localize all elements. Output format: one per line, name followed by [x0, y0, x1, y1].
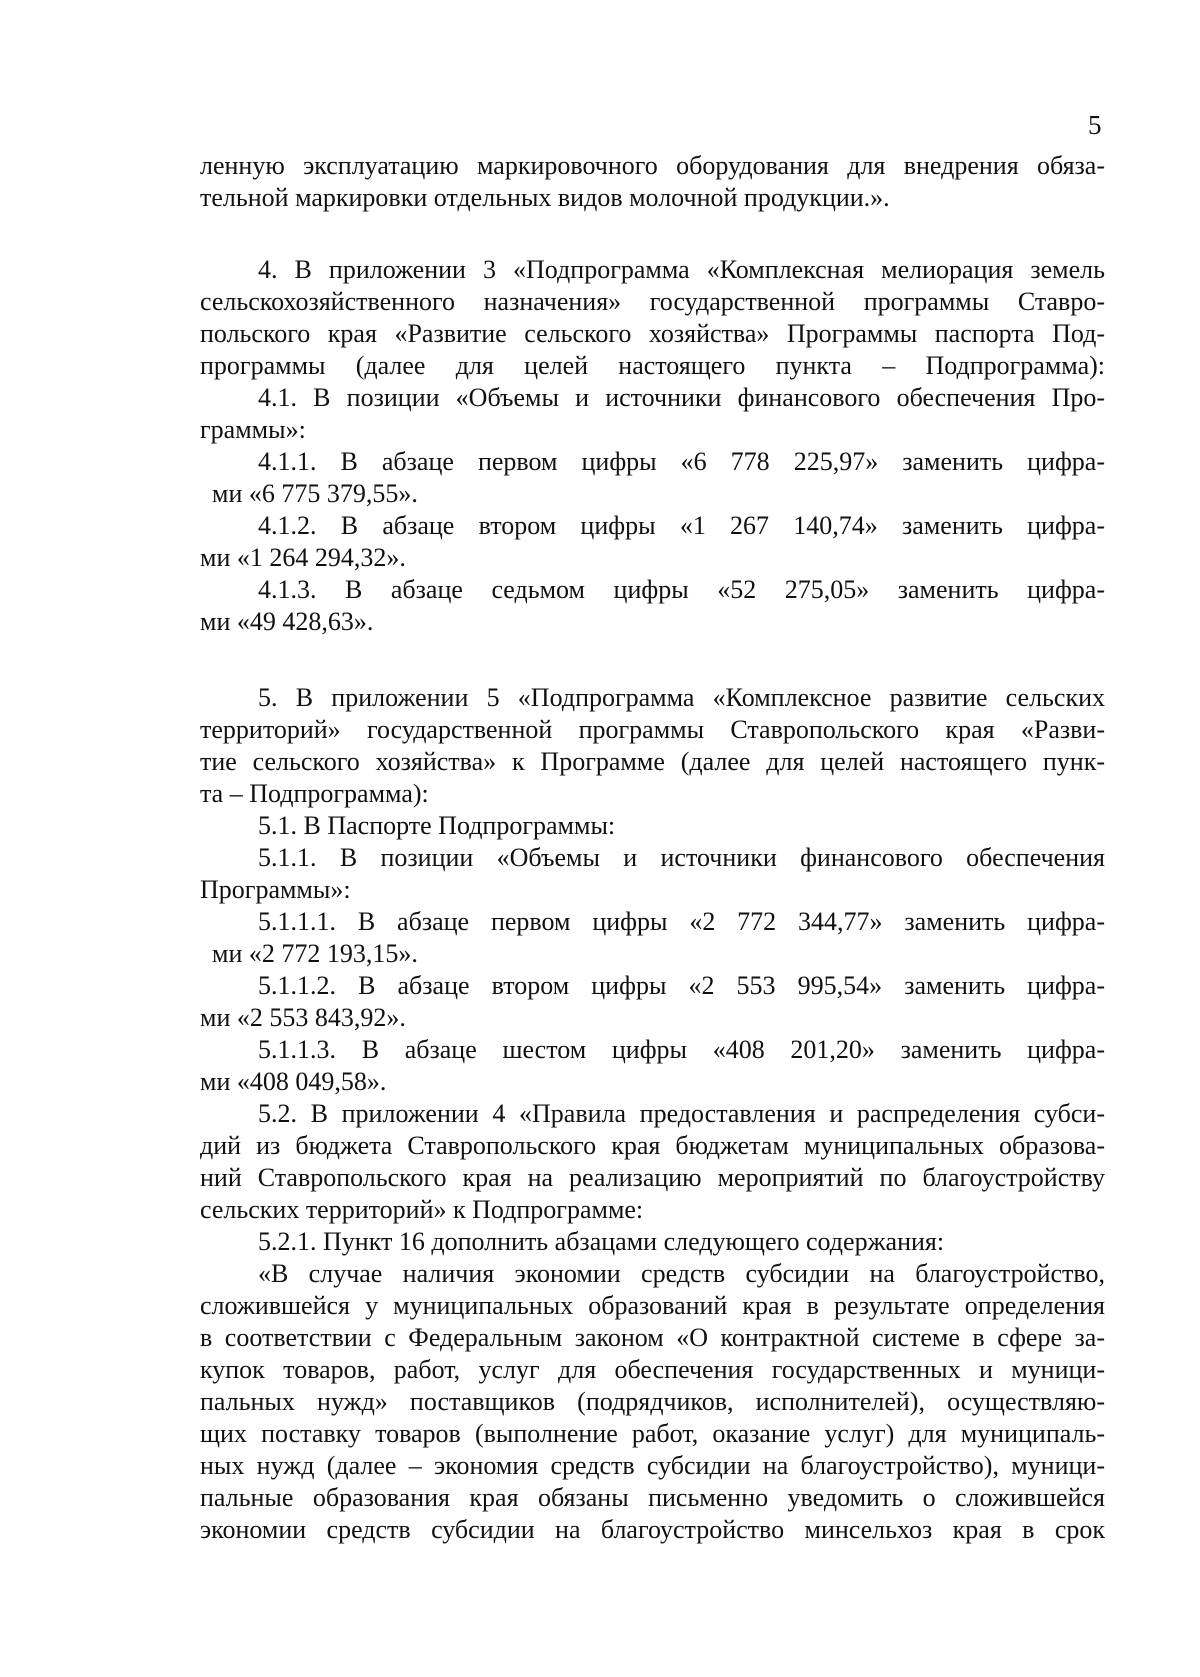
text-line: 4.1.1. В абзаце первом цифры «6 778 225,97» заменить цифра- — [258, 447, 1105, 476]
text-line: тельной маркировки отдельных видов молочной продукции.». — [200, 183, 890, 212]
text-line: 5.1.1.3. В абзаце шестом цифры «408 201,20» заменить цифра- — [258, 1035, 1105, 1064]
text-line: ленную эксплуатацию маркировочного оборудования для внедрения обяза- — [200, 151, 1105, 180]
paragraph — [200, 382, 1105, 446]
text-line: в соответствии с Федеральным законом «О контрактной системе в сфере за- — [200, 1323, 1105, 1352]
document-body — [200, 150, 1105, 1546]
text-line: 4. В приложении 3 «Подпрограмма «Комплексная мелиорация земель — [258, 255, 1105, 284]
text-line: 5.2.1. Пункт 16 дополнить абзацами следующего содержания: — [258, 1227, 945, 1256]
paragraph — [200, 1226, 1105, 1258]
text-line: ми «1 264 294,32». — [200, 543, 406, 572]
text-line: дий из бюджета Ставропольского края бюджетам муниципальных образова- — [200, 1131, 1105, 1160]
text-line: 5.1.1.1. В абзаце первом цифры «2 772 344,77» заменить цифра- — [258, 907, 1105, 936]
paragraph — [200, 254, 1105, 382]
text-line: ми «408 049,58». — [200, 1067, 387, 1096]
text-line: сельскохозяйственного назначения» государственной программы Ставро- — [200, 287, 1105, 316]
text-line: 5.1.1. В позиции «Объемы и источники финансового обеспечения — [258, 843, 1105, 872]
text-line: 5.1.1.2. В абзаце втором цифры «2 553 995,54» заменить цифра- — [258, 971, 1105, 1000]
text-line: Программы»: — [200, 875, 351, 904]
paragraph — [200, 842, 1105, 906]
text-line: та – Подпрограмма): — [200, 779, 429, 808]
text-line: ми «2 772 193,15». — [212, 939, 418, 968]
text-line: сложившейся у муниципальных образований края в результате определения — [200, 1291, 1105, 1320]
paragraph — [200, 682, 1105, 810]
text-line: польского края «Развитие сельского хозяйства» Программы паспорта Под- — [200, 319, 1105, 348]
text-line: «В случае наличия экономии средств субсидии на благоустройство, — [258, 1259, 1105, 1288]
text-line: 5.1. В Паспорте Подпрограммы: — [258, 811, 616, 840]
text-line: купок товаров, работ, услуг для обеспечения государственных и муници- — [200, 1355, 1105, 1384]
text-line: ми «49 428,63». — [200, 607, 374, 636]
paragraph — [200, 574, 1105, 638]
paragraph — [200, 1034, 1105, 1098]
text-line: программы (далее для целей настоящего пункта – Подпрограмма): — [200, 351, 1105, 380]
text-line: 4.1. В позиции «Объемы и источники финансового обеспечения Про- — [258, 383, 1105, 412]
text-line: ных нужд (далее – экономия средств субсидии на благоустройство), муници- — [200, 1451, 1105, 1480]
text-line: экономии средств субсидии на благоустройство минсельхоз края в срок — [200, 1515, 1105, 1544]
text-line: территорий» государственной программы Ставропольского края «Разви- — [200, 715, 1105, 744]
paragraph — [200, 970, 1105, 1034]
paragraph — [200, 150, 1105, 214]
text-line: ми «6 775 379,55». — [212, 479, 418, 508]
paragraph — [200, 1098, 1105, 1226]
text-line: пальные образования края обязаны письменно уведомить о сложившейся — [200, 1483, 1105, 1512]
text-line: ми «2 553 843,92». — [200, 1003, 406, 1032]
text-line: 4.1.3. В абзаце седьмом цифры «52 275,05» заменить цифра- — [258, 575, 1105, 604]
page-number: 5 — [1088, 110, 1102, 140]
paragraph — [200, 446, 1105, 510]
text-line: граммы»: — [200, 415, 306, 444]
text-line: сельских территорий» к Подпрограмме: — [200, 1195, 644, 1224]
paragraph — [200, 510, 1105, 574]
text-line: тие сельского хозяйства» к Программе (далее для целей настоящего пунк- — [200, 747, 1105, 776]
paragraph — [200, 810, 1105, 842]
paragraph-quote — [200, 1258, 1105, 1546]
paragraph — [200, 906, 1105, 970]
text-line: 5.2. В приложении 4 «Правила предоставления и распределения субси- — [258, 1099, 1105, 1128]
text-line: пальных нужд» поставщиков (подрядчиков, исполнителей), осуществляю- — [200, 1387, 1105, 1416]
text-line: щих поставку товаров (выполнение работ, оказание услуг) для муниципаль- — [200, 1419, 1105, 1448]
text-line: ний Ставропольского края на реализацию мероприятий по благоустройству — [200, 1163, 1105, 1192]
text-line: 5. В приложении 5 «Подпрограмма «Комплексное развитие сельских — [258, 683, 1105, 712]
text-line: 4.1.2. В абзаце втором цифры «1 267 140,74» заменить цифра- — [258, 511, 1105, 540]
